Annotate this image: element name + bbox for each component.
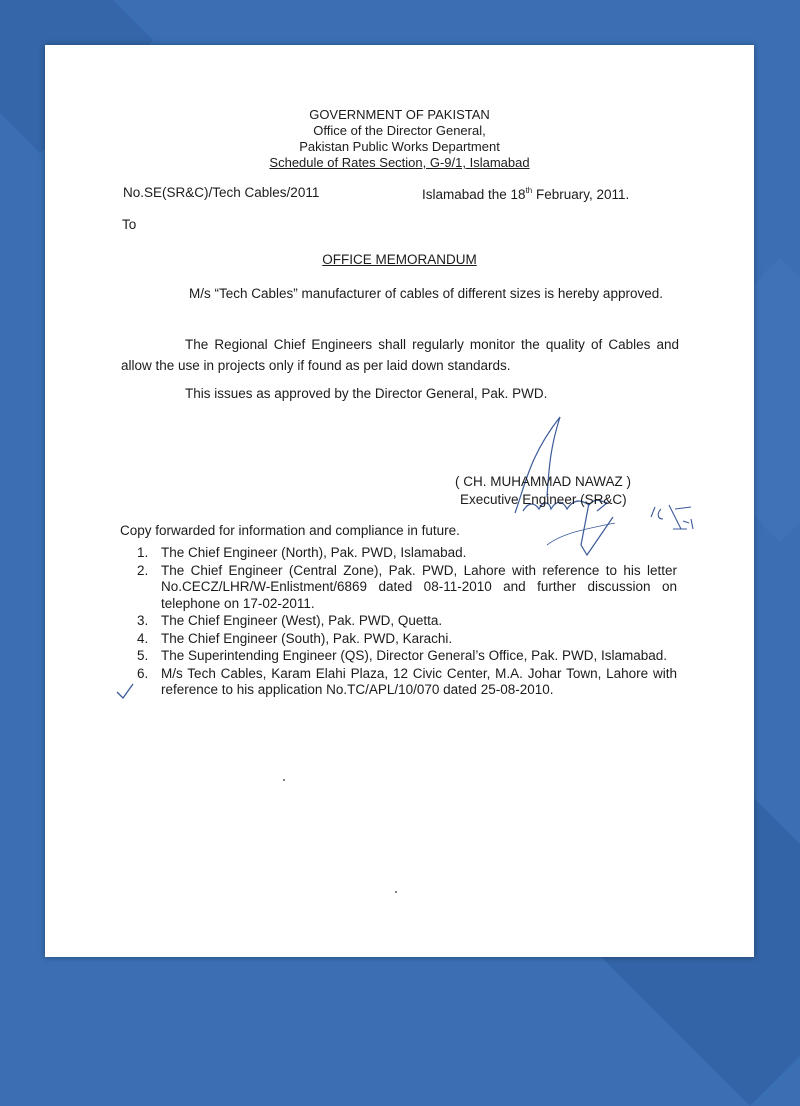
- distribution-list: [137, 545, 677, 700]
- scan-speck: [283, 779, 285, 781]
- paragraph-issued: This issues as approved by the Director General, Pak. PWD.: [185, 386, 548, 401]
- document-page: [45, 45, 754, 957]
- list-item: [137, 648, 677, 665]
- list-item-number: 6.: [137, 665, 149, 681]
- list-item-text: The Superintending Engineer (QS), Director General’s Office, Pak. PWD, Islamabad.: [161, 648, 667, 663]
- list-item-number: 1.: [137, 545, 149, 560]
- reference-number: No.SE(SR&C)/Tech Cables/2011: [123, 185, 320, 200]
- list-item: [137, 631, 677, 648]
- list-item-text: The Chief Engineer (Central Zone), Pak. PWD, Lahore with reference to his letter No.CECZ/LHR/W-Enlistment/6869 dated 08-11-2010 and further discussion on telephone on 17-02-2011.: [161, 562, 677, 611]
- date-ordinal: th: [525, 186, 533, 195]
- list-item-number: 5.: [137, 648, 149, 663]
- paragraph-monitoring: The Regional Chief Engineers shall regularly monitor the quality of Cables and allow the use in projects only if found as per laid down standards.: [121, 337, 679, 373]
- letterhead-line-2: Office of the Director General,: [313, 123, 486, 138]
- signatory-name: ( CH. MUHAMMAD NAWAZ ): [455, 474, 631, 489]
- list-item-number: 3.: [137, 613, 149, 628]
- letterhead-line-4: Schedule of Rates Section, G-9/1, Islamabad: [269, 155, 530, 170]
- list-item-text: The Chief Engineer (West), Pak. PWD, Quetta.: [161, 613, 443, 628]
- signatory-title: Executive Engineer (SR&C): [460, 492, 627, 507]
- list-item: [137, 563, 677, 613]
- letterhead-line-1: GOVERNMENT OF PAKISTAN: [309, 107, 490, 122]
- list-item: [137, 666, 677, 699]
- letter-date: [422, 186, 629, 202]
- copy-forwarded-heading: Copy forwarded for information and compliance in future.: [120, 523, 460, 538]
- letterhead-line-3: Pakistan Public Works Department: [299, 139, 500, 154]
- date-suffix: February, 2011.: [532, 187, 630, 202]
- checkmark-icon: [115, 682, 135, 700]
- list-item-number: 2.: [137, 562, 149, 578]
- list-item-text: The Chief Engineer (North), Pak. PWD, Islamabad.: [161, 545, 467, 560]
- list-item-text: M/s Tech Cables, Karam Elahi Plaza, 12 Civic Center, M.A. Johar Town, Lahore with reference to his application No.TC/APL/10/070 dated 25-08-2010.: [161, 665, 677, 697]
- list-item: [137, 545, 677, 562]
- scan-speck: [395, 891, 397, 893]
- list-item-text: The Chief Engineer (South), Pak. PWD, Karachi.: [161, 630, 453, 646]
- paragraph-approval: M/s “Tech Cables” manufacturer of cables of different sizes is hereby approved.: [189, 286, 663, 301]
- list-item-number: 4.: [137, 630, 149, 646]
- list-item: [137, 613, 677, 630]
- letterhead: [45, 107, 754, 171]
- date-prefix: Islamabad the 18: [422, 187, 526, 202]
- addressee-to: To: [122, 217, 137, 232]
- memo-title: OFFICE MEMORANDUM: [322, 252, 477, 267]
